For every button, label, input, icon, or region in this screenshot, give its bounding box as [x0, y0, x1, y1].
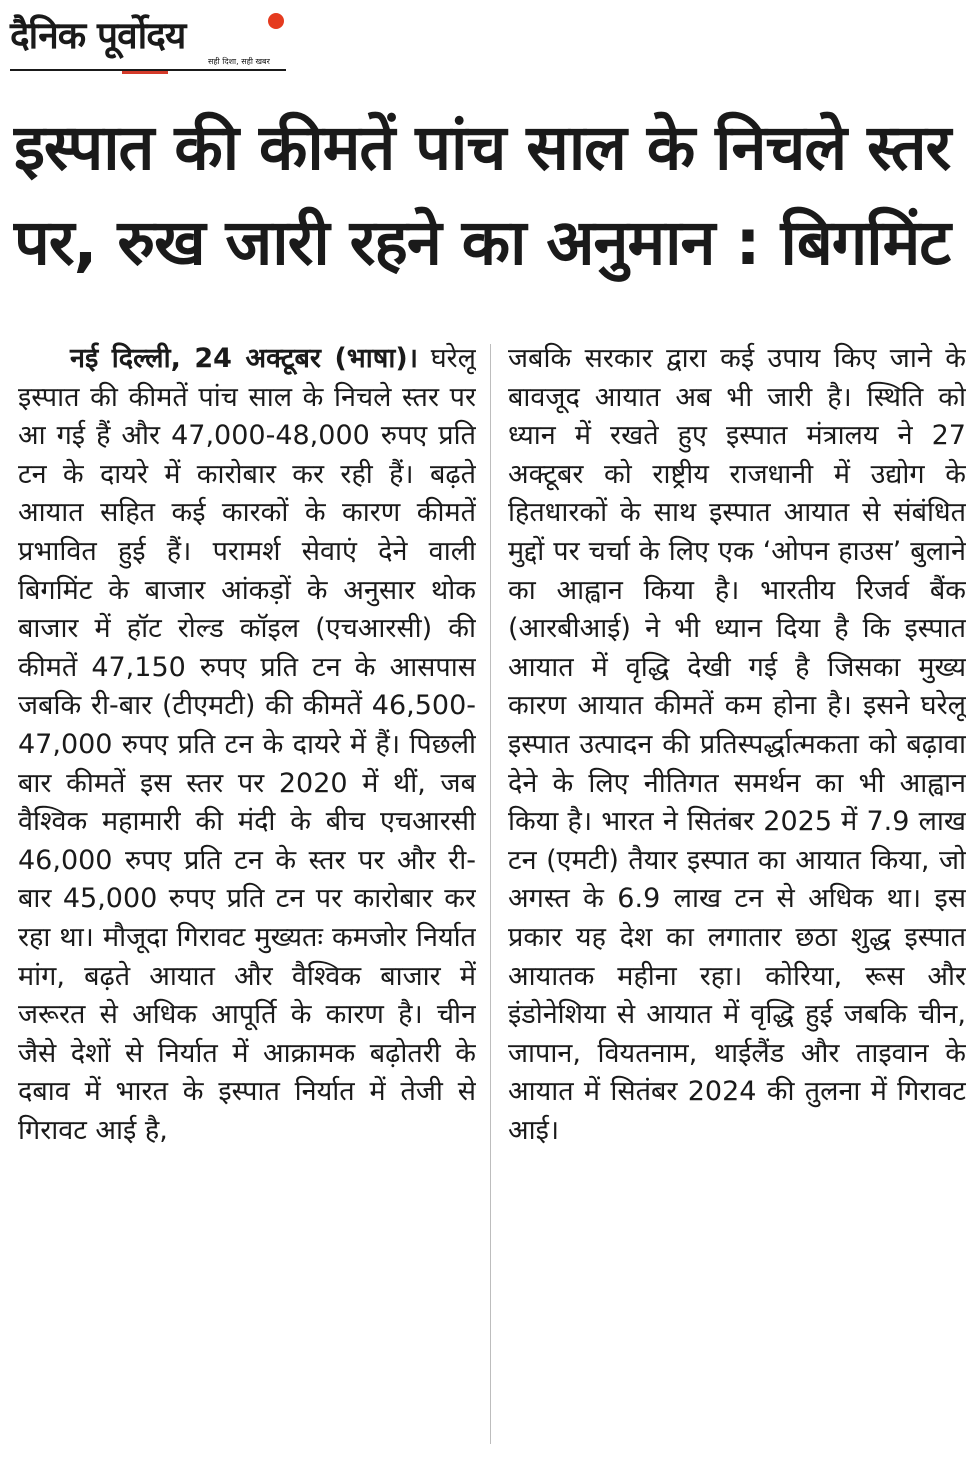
column-divider — [490, 344, 491, 1444]
masthead-accent-bar — [122, 71, 168, 74]
article-column-right — [508, 340, 966, 1452]
masthead-logo — [10, 8, 286, 74]
sun-icon — [268, 13, 284, 29]
article-body-right: जबकि सरकार द्वारा कई उपाय किए जाने के बावजूद आयात अब भी जारी है। स्थिति को ध्यान में रखते हुए इस्पात मंत्रालय ने 27 अक्टूबर को राष्ट्रीय राजधानी में उद्योग के हितधारकों के साथ इस्पात आयात से संबंधित मुद्दों पर चर्चा के लिए एक ‘ओपन हाउस’ बुलाने का आह्वान किया है। भारतीय रिजर्व बैंक (आरबीआई) ने भी ध्यान दिया है कि इस्पात आयात में वृद्धि देखी गई है जिसका मुख्य कारण आयात कीमतें कम होना है। इसने घरेलू इस्पात उत्पादन की प्रतिस्पर्द्धात्मकता को बढ़ावा देने के लिए नीतिगत समर्थन का भी आह्वान किया है। भारत ने सितंबर 2025 में 7.9 लाख टन (एमटी) तैयार इस्पात का आयात किया, जो अगस्त के 6.9 लाख टन से अधिक था। इस प्रकार यह देश का लगातार छठा शुद्ध इस्पात आयातक महीना रहा। कोरिया, रूस और इंडोनेशिया से आयात में वृद्धि हुई जबकि चीन, जापान, वियतनाम, थाईलैंड और ताइवान के आयात में सितंबर 2024 की तुलना में गिरावट आई। — [508, 343, 966, 1146]
article-dateline: नई दिल्ली, 24 अक्टूबर (भाषा)। — [70, 343, 418, 374]
article-headline: इस्पात की कीमतें पांच साल के निचले स्तर पर, रुख जारी रहने का अनुमान : बिगमिंट — [14, 111, 951, 279]
article-column-left — [18, 340, 476, 1452]
newspaper-tagline: सही दिशा, सही खबर — [208, 57, 270, 66]
newspaper-name: दैनिक पूर्वोदय — [10, 14, 186, 57]
article-body-left: घरेलू इस्पात की कीमतें पांच साल के निचले स्तर पर आ गई हैं और 47,000-48,000 रुपए प्रति टन के दायरे में कारोबार कर रही हैं। बढ़ते आयात सहित कई कारकों के कारण कीमतें प्रभावित हुई हैं। परामर्श सेवाएं देने वाली बिगमिंट के बाजार आंकड़ों के अनुसार थोक बाजार में हॉट रोल्ड कॉइल (एचआरसी) की कीमतें 47,150 रुपए प्रति टन के आसपास जबकि री-बार (टीएमटी) की कीमतें 46,500-47,000 रुपए प्रति टन के दायरे में हैं। पिछली बार कीमतें इस स्तर पर 2020 में थीं, जब वैश्विक महामारी की मंदी के बीच एचआरसी 46,000 रुपए प्रति टन के स्तर पर और री-बार 45,000 रुपए प्रति टन पर कारोबार कर रहा था। मौजूदा गिरावट मुख्यतः कमजोर निर्यात मांग, बढ़ते आयात और वैश्विक बाजार में जरूरत से अधिक आपूर्ति के कारण है। चीन जैसे देशों से निर्यात में आक्रामक बढ़ोतरी के दबाव में भारत के इस्पात निर्यात में तेजी से गिरावट आई है, — [18, 343, 476, 1146]
